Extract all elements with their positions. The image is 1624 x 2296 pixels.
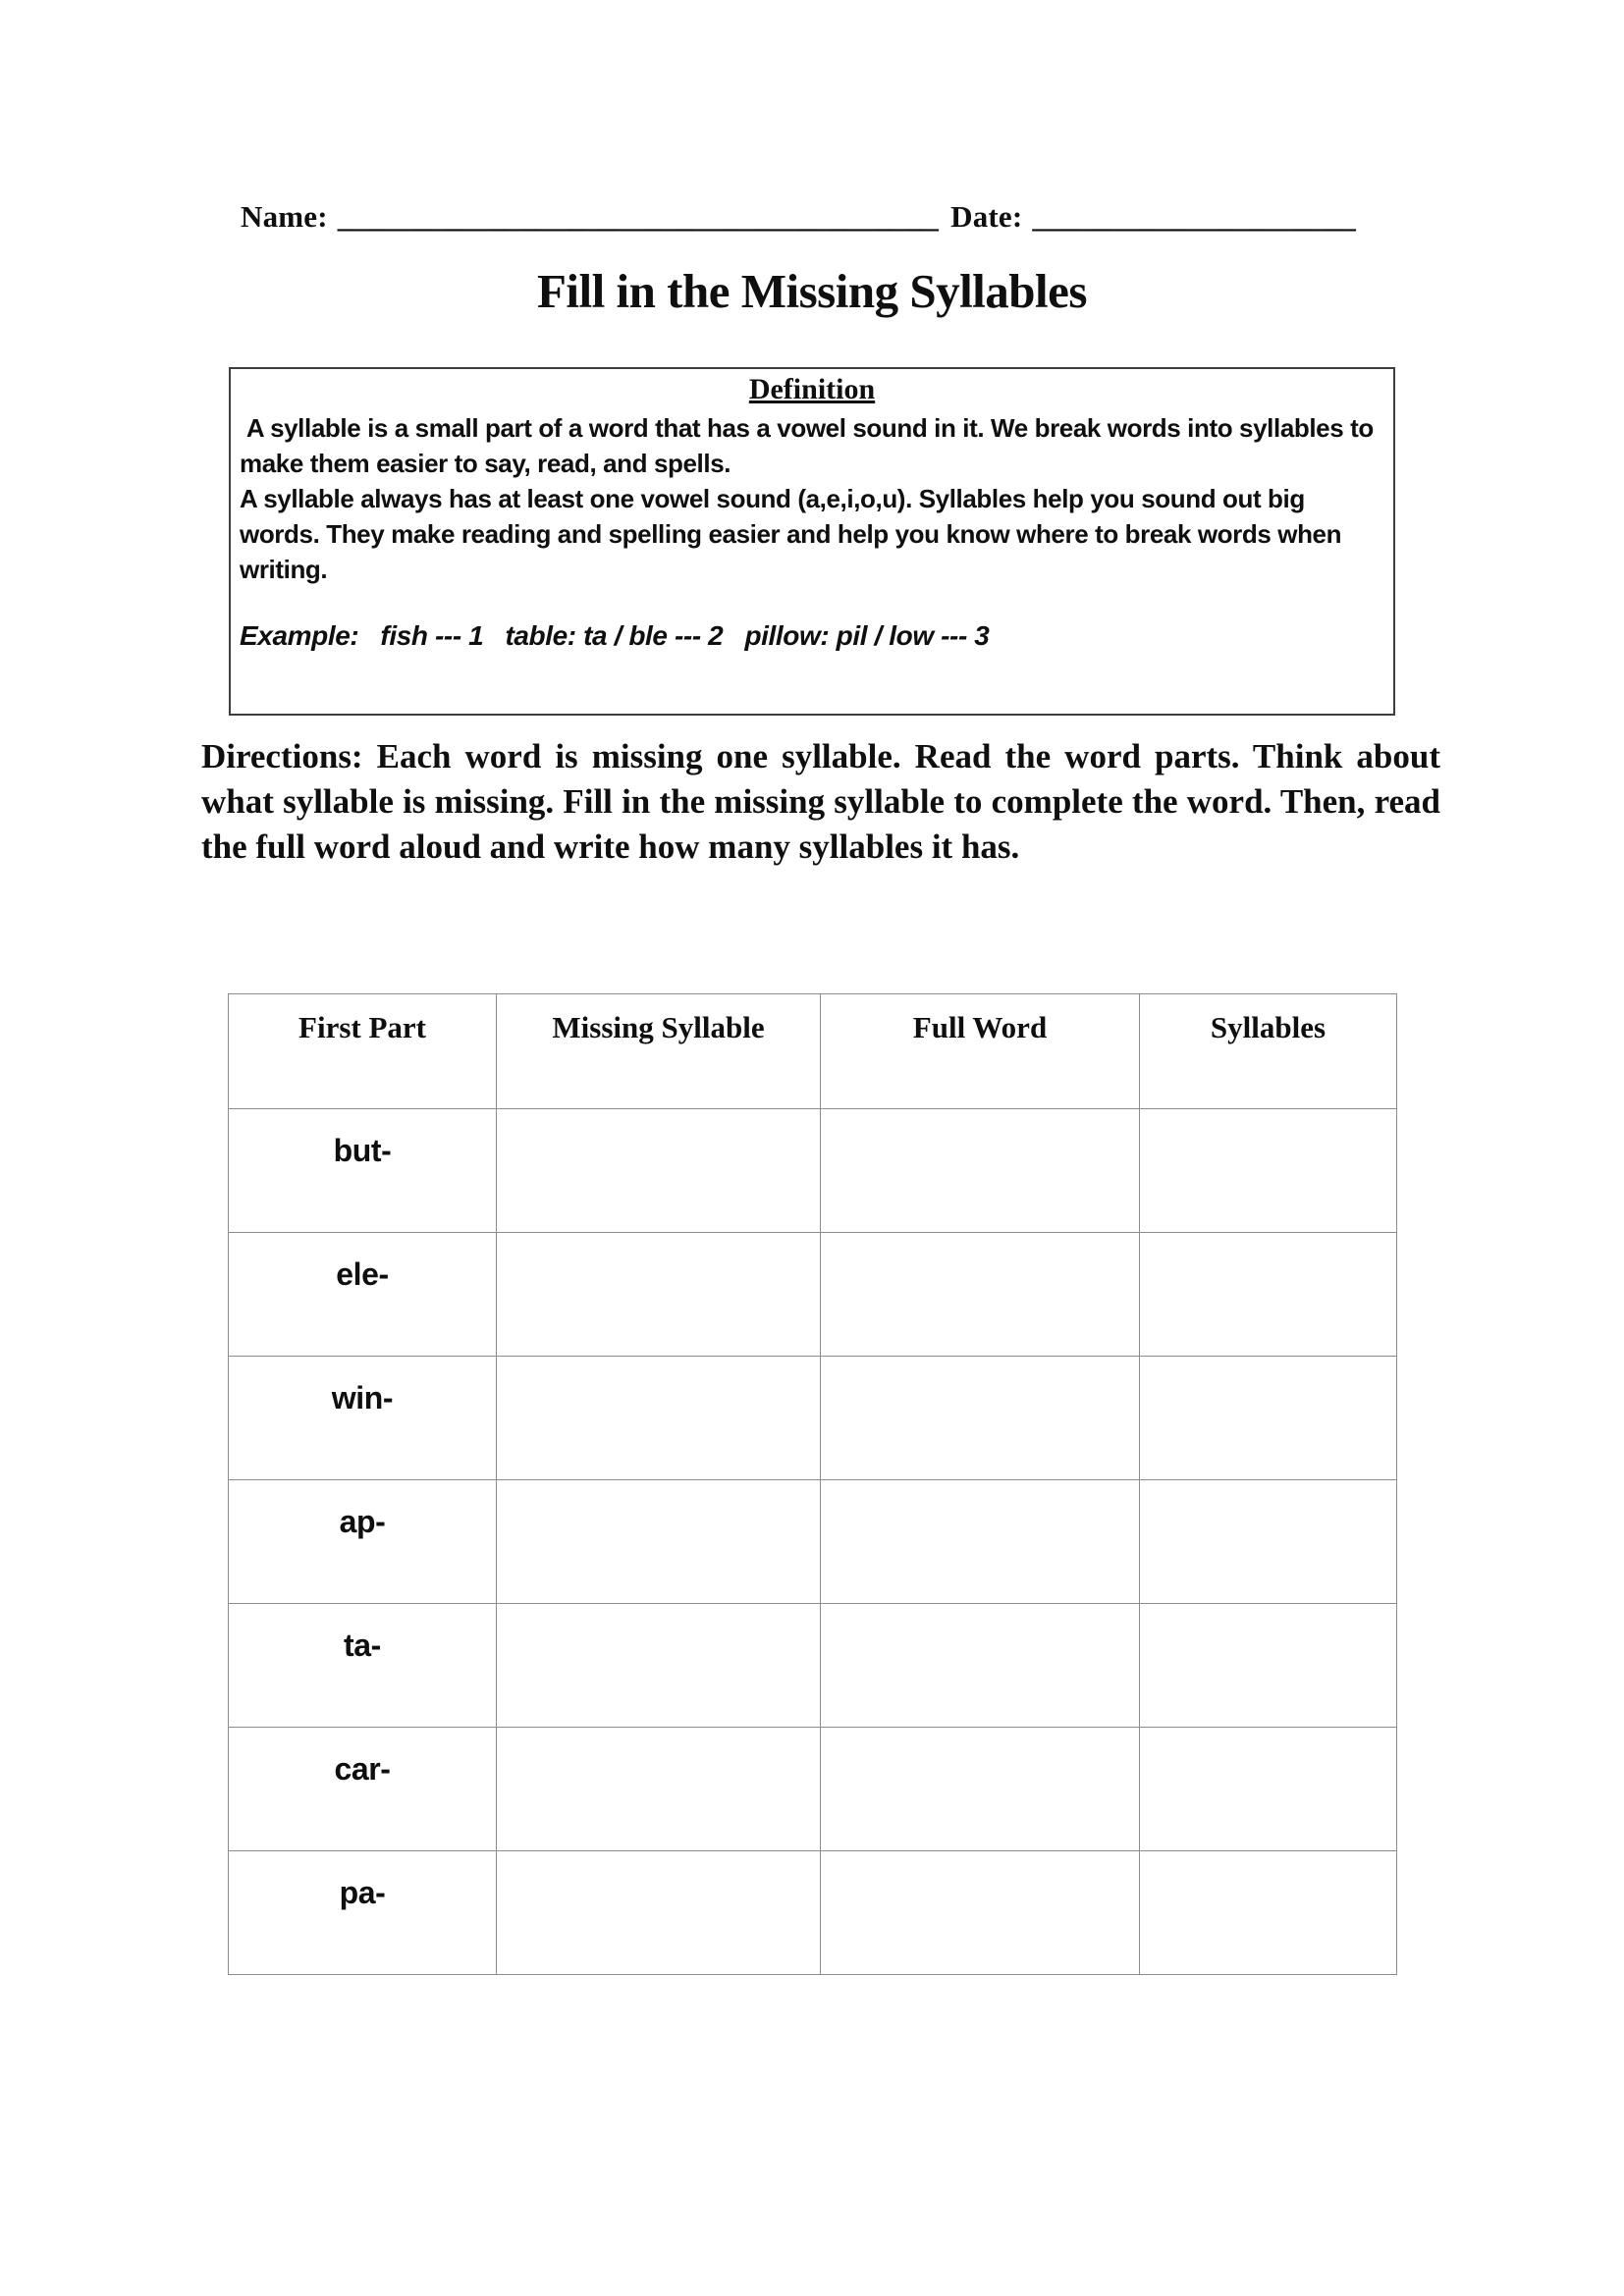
definition-box — [229, 367, 1395, 716]
cell-full-word[interactable] — [821, 1233, 1140, 1357]
table-header-row — [229, 994, 1397, 1109]
table-row — [229, 1851, 1397, 1975]
cell-first-part: ele- — [229, 1233, 497, 1357]
cell-syllables[interactable] — [1140, 1604, 1397, 1728]
directions-paragraph: Directions: Each word is missing one syllable. Read the word parts. Think about what syllable is missing. Fill in the missing syllable to complete the word. Then, read the full word aloud and write how many syllables it has. — [201, 737, 1440, 866]
cell-syllables[interactable] — [1140, 1851, 1397, 1975]
cell-missing-syllable[interactable] — [497, 1851, 821, 1975]
header-missing-syllable: Missing Syllable — [497, 994, 821, 1109]
name-label: Name: — [241, 199, 328, 234]
cell-first-part: ap- — [229, 1480, 497, 1604]
name-date-row — [241, 199, 1356, 235]
cell-missing-syllable[interactable] — [497, 1728, 821, 1851]
cell-first-part: but- — [229, 1109, 497, 1233]
definition-example: Example: fish --- 1 table: ta / ble --- 2 pillow: pil / low --- 3 — [240, 620, 990, 651]
cell-full-word[interactable] — [821, 1480, 1140, 1604]
table-row — [229, 1728, 1397, 1851]
header-full-word: Full Word — [821, 994, 1140, 1109]
cell-syllables[interactable] — [1140, 1109, 1397, 1233]
cell-syllables[interactable] — [1140, 1728, 1397, 1851]
page-title: Fill in the Missing Syllables — [537, 264, 1087, 318]
cell-missing-syllable[interactable] — [497, 1604, 821, 1728]
table-row — [229, 1233, 1397, 1357]
table-row — [229, 1604, 1397, 1728]
date-label: Date: — [950, 199, 1023, 234]
cell-missing-syllable[interactable] — [497, 1480, 821, 1604]
table-row — [229, 1357, 1397, 1480]
cell-full-word[interactable] — [821, 1604, 1140, 1728]
name-blank-line[interactable]: _______________________________________ — [337, 199, 940, 234]
table-row — [229, 1109, 1397, 1233]
cell-full-word[interactable] — [821, 1851, 1140, 1975]
cell-missing-syllable[interactable] — [497, 1109, 821, 1233]
cell-syllables[interactable] — [1140, 1480, 1397, 1604]
date-blank-line[interactable]: _____________________ — [1032, 199, 1357, 234]
cell-full-word[interactable] — [821, 1109, 1140, 1233]
cell-missing-syllable[interactable] — [497, 1357, 821, 1480]
cell-full-word[interactable] — [821, 1728, 1140, 1851]
cell-first-part: car- — [229, 1728, 497, 1851]
cell-missing-syllable[interactable] — [497, 1233, 821, 1357]
definition-paragraph-1: A syllable is a small part of a word that has a vowel sound in it. We break words into syllables to make them easier to say, read, and spells. — [240, 413, 1380, 478]
header-syllables: Syllables — [1140, 994, 1397, 1109]
cell-syllables[interactable] — [1140, 1357, 1397, 1480]
definition-heading: Definition — [748, 373, 876, 405]
cell-first-part: ta- — [229, 1604, 497, 1728]
cell-full-word[interactable] — [821, 1357, 1140, 1480]
cell-first-part: pa- — [229, 1851, 497, 1975]
header-first-part: First Part — [229, 994, 497, 1109]
cell-first-part: win- — [229, 1357, 497, 1480]
table-row — [229, 1480, 1397, 1604]
definition-paragraph-2: A syllable always has at least one vowel sound (a,e,i,o,u). Syllables help you sound out big words. They make reading and spelling easier and help you know where to break words when writing. — [240, 484, 1348, 584]
cell-syllables[interactable] — [1140, 1233, 1397, 1357]
syllables-table — [228, 993, 1397, 1975]
